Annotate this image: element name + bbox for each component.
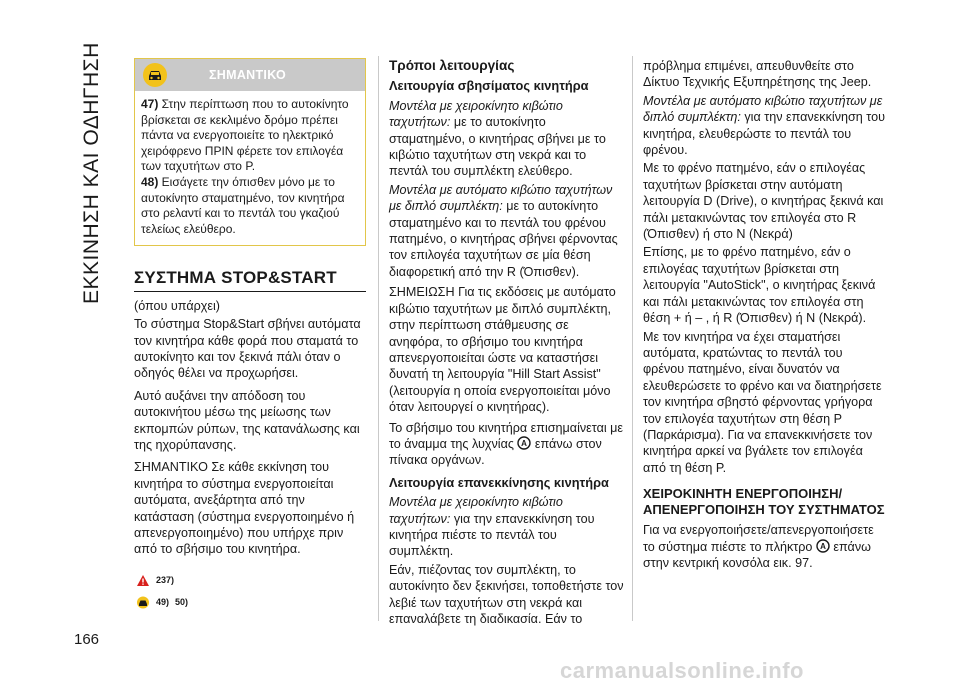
paragraph: Επίσης, με το φρένο πατημένο, εάν ο επιλογέας ταχυτήτων βρίσκεται στη λειτουργία "AutoStick", ο κινητήρας ξεκινά και πάλι μετακινώντας τον επιλογέα στη θέση + ή – , ή R (Όπισθεν) ή N (Νεκρά).: [643, 245, 876, 326]
paragraph: (όπου υπάρχει): [134, 298, 220, 313]
svg-text:A: A: [521, 438, 528, 448]
section-heading-stop-start: ΣΥΣΤΗΜΑ STOP&START: [134, 270, 366, 291]
warning-body: [135, 91, 365, 245]
paragraph: Μοντέλα με αυτόματο κιβώτιο ταχυτήτων με διπλό συμπλέκτη: για την επανεκκίνηση του κινητήρα, ελευθερώστε το πεντάλ του φρένου.: [643, 93, 885, 158]
column-divider: [632, 56, 633, 621]
caution-mark-row: 49) 50): [136, 594, 366, 610]
engine-restart-heading: Λειτουργία επανεκκίνησης κινητήρα: [389, 474, 609, 490]
paragraph: Με το φρένο πατημένο, εάν ο επιλογέας ταχυτήτων βρίσκεται στην αυτόματη λειτουργία D (Drive), ο κινητήρας ξεκινά και πάλι μετακινώντας τον επιλογέα στο R (Όπισθεν) ή στο N (Νεκρά): [643, 161, 884, 242]
paragraph: Μοντέλα με αυτόματο κιβώτιο ταχυτήτων με διπλό συμπλέκτη: με το αυτοκίνητο σταματημένο και το πεντάλ του φρένου πατημένο, ο κινητήρας σβήνει φέρνοντας τον επιλογέα ταχυτήτων σε μία θέση διαφορετική από την R (Όπισθεν).: [389, 182, 618, 279]
paragraph: Μοντέλα με χειροκίνητο κιβώτιο ταχυτήτων: με το αυτοκίνητο σταματημένο, ο κινητήρας σβήνει με το κιβώτιο ταχυτήτων στη νεκρά και το πεντάλ του συμπλέκτη ελεύθερο.: [389, 98, 606, 179]
column-divider: [378, 56, 379, 621]
column-3: [643, 58, 885, 573]
operating-modes-heading: Τρόποι λειτουργίας: [389, 58, 515, 73]
auto-stop-button-icon: [816, 539, 830, 553]
car-warning-icon: [143, 63, 167, 87]
auto-stop-lamp-icon: [517, 436, 531, 450]
warning-box: [134, 58, 366, 246]
reference-marks: [134, 572, 366, 611]
warning-header: [135, 59, 365, 91]
watermark: carmanualsonline.info: [560, 658, 804, 683]
paragraph: ΣΗΜΕΙΩΣΗ Για τις εκδόσεις με αυτόματο κιβώτιο ταχυτήτων με διπλό συμπλέκτη, στην περίπτωση στάθμευσης σε ανηφόρα, το σβήσιμο του κινητήρα απενεργοποιείται ώστε να καταστήσει δυνατή τη λειτουργία "Hill Start Assist" (λειτουργία η οποία ενεργοποιείται μόνο όταν λειτουργεί ο κινητήρας).: [389, 285, 616, 415]
page-number: 166: [74, 631, 100, 648]
manual-toggle-heading: ΧΕΙΡΟΚΙΝΗΤΗ ΕΝΕΡΓΟΠΟΙΗΣΗ/ΑΠΕΝΕΡΓΟΠΟΙΗΣΗ ΤΟΥ ΣΥΣΤΗΜΑΤΟΣ: [643, 486, 885, 518]
car-caution-icon: [136, 596, 150, 609]
column-2: [389, 58, 624, 629]
column-1: [134, 58, 366, 617]
chapter-side-title: ΕΚΚΙΝΗΣΗ ΚΑΙ ΟΔΗΓΗΣΗ: [80, 42, 103, 304]
paragraph: Το σύστημα Stop&Start σβήνει αυτόματα τον κινητήρα κάθε φορά που σταματά το αυτοκίνητο και τον ξεκινά πάλι όταν ο οδηγός θέλει να προχωρήσει.: [134, 317, 361, 381]
warning-item: 48) Εισάγετε την όπισθεν μόνο με το αυτοκίνητο σταματημένο, τον κινητήρα στο ρελαντί και το πεντάλ του γκαζιού τελείως ελεύθερο.: [141, 174, 345, 236]
paragraph: Το σβήσιμο του κινητήρα επισημαίνεται με το άναμμα της λυχνίας A επάνω στον πίνακα οργάνων.: [389, 420, 624, 468]
warning-item: 47) Στην περίπτωση που το αυτοκίνητο βρίσκεται σε κεκλιμένο δρόμο πρέπει πάντα να ενεργοποιείτε το ηλεκτρικό χειρόφρενο ΠΡΙΝ φέρετε τον επιλογέα των ταχυτήτων στο P.: [141, 97, 349, 174]
warning-title: ΣΗΜΑΝΤΙΚΟ: [209, 67, 286, 82]
warning-triangle-icon: [136, 574, 150, 587]
paragraph: πρόβλημα επιμένει, απευθυνθείτε στο Δίκτυο Τεχνικής Εξυπηρέτησης της Jeep.: [643, 59, 872, 90]
paragraph: Εάν, πιέζοντας τον συμπλέκτη, το αυτοκίνητο δεν ξεκινήσει, τοποθετήστε τον λεβιέ των ταχυτήτων στη νεκρά και επαναλάβετε τη διαδικασία. Εάν το: [389, 562, 624, 626]
paragraph: Για να ενεργοποιήσετε/απενεργοποιήσετε το σύστημα πιέστε το πλήκτρο A επάνω στην κεντρική κονσόλα εικ. 97.: [643, 523, 874, 570]
warning-mark-row: 237): [136, 572, 366, 588]
paragraph: ΣΗΜΑΝΤΙΚΟ Σε κάθε εκκίνηση του κινητήρα το σύστημα ενεργοποιείται αυτόματα, ανεξάρτητα από την κατάσταση (σύστημα ενεργοποιημένο ή απενεργοποιημένο) που υπήρχε πριν από το σβήσιμο του κινητήρα.: [134, 460, 355, 557]
paragraph: Μοντέλα με χειροκίνητο κιβώτιο ταχυτήτων: για την επανεκκίνηση του κινητήρα πιέστε το πεντάλ του συμπλέκτη.: [389, 495, 595, 559]
paragraph: Με τον κινητήρα να έχει σταματήσει αυτόματα, κρατώντας το πεντάλ του φρένου πατημένο, είναι δυνατόν να ελευθερώσετε το φρένο και να διατηρήσετε τον κινητήρα σβηστό φέρνοντας γρήγορα τον επιλογέα ταχυτήτων στη θέση P (Παρκάρισμα). Για να επανεκκινήσετε τον κινητήρα αρκεί να βγάλετε τον επιλογέα από τη θέση P.: [643, 329, 882, 475]
engine-stop-heading: Λειτουργία σβησίματος κινητήρα: [389, 78, 589, 94]
svg-text:A: A: [820, 541, 826, 551]
paragraph: Αυτό αυξάνει την απόδοση του αυτοκινήτου μέσω της μείωσης των εκπομπών ρύπων, της κατανάλωσης και της ηχορύπανσης.: [134, 388, 360, 452]
